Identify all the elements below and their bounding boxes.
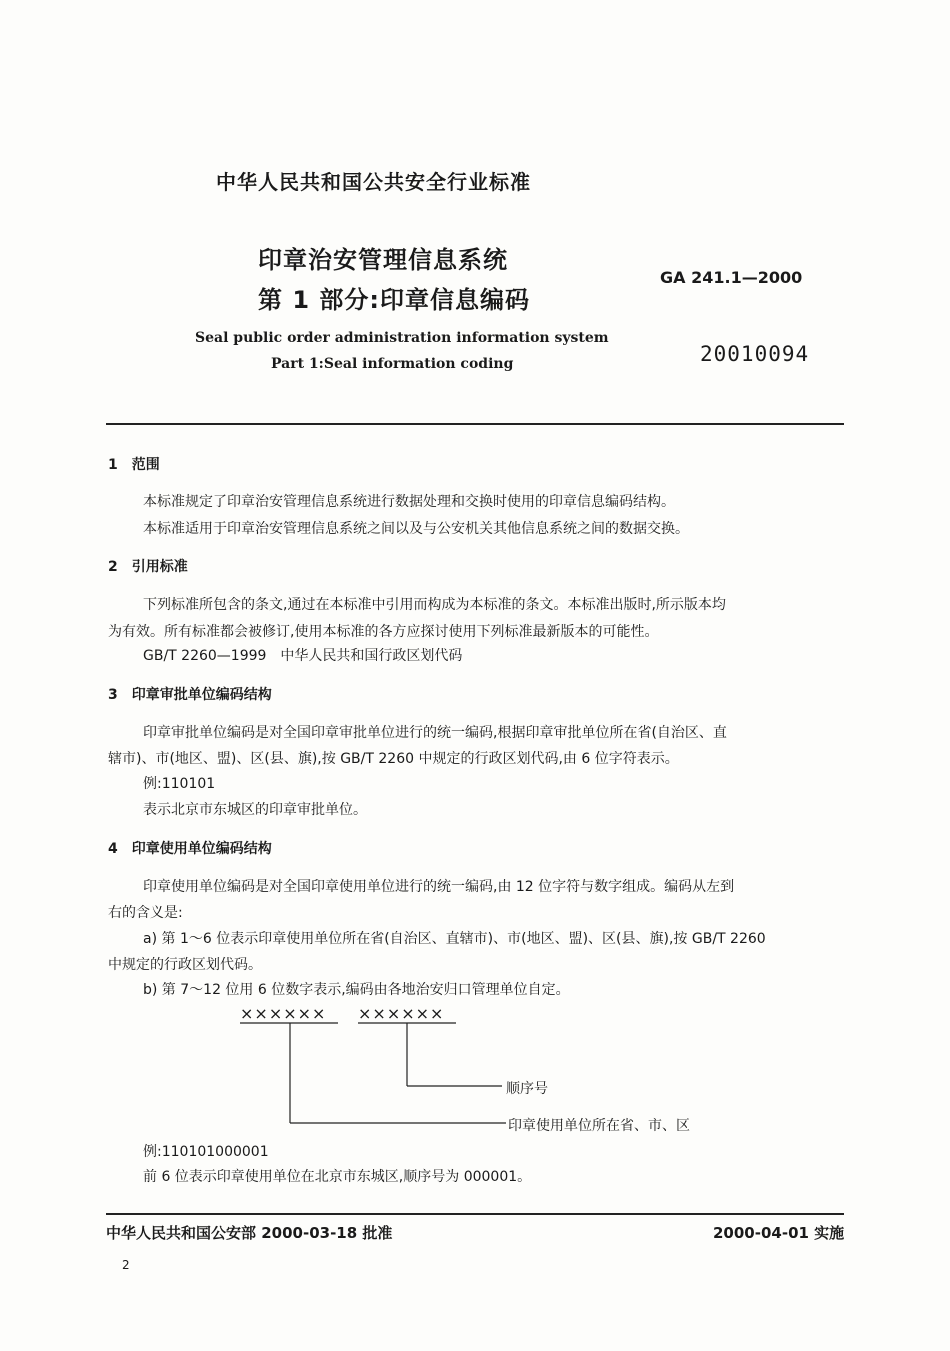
implementation-date: 2000-04-01 实施: [713, 1224, 845, 1242]
section-2-reference: GB/T 2260—1999 中华人民共和国行政区划代码: [143, 648, 463, 664]
section-1-para-2: 本标准适用于印章治安管理信息系统之间以及与公安机关其他信息系统之间的数据交换。: [143, 521, 689, 537]
section-4-para-line-1: 印章使用单位编码是对全国印章使用单位进行的统一编码,由 12 位字符与数字组成。编码从左到: [143, 879, 735, 895]
english-title-line-1: Seal public order administration information system: [195, 330, 609, 346]
label-sequence-number: 顺序号: [506, 1081, 548, 1097]
bottom-rule: [106, 1213, 844, 1215]
code-structure-diagram: [240, 1004, 710, 1134]
section-1-heading: 1 范围: [108, 457, 160, 473]
section-3-para-line-2: 辖市)、市(地区、盟)、区(县、旗),按 GB/T 2260 中规定的行政区划代码,由 6 位字符表示。: [108, 751, 679, 767]
section-2-para-line-1: 下列标准所包含的条文,通过在本标准中引用而构成为本标准的条文。本标准出版时,所示版本均: [143, 597, 726, 613]
section-4-item-b: b) 第 7～12 位用 6 位数字表示,编码由各地治安归口管理单位自定。: [143, 982, 570, 998]
code-group-1: ××××××: [240, 1004, 327, 1023]
section-3-example-desc: 表示北京市东城区的印章审批单位。: [143, 802, 367, 818]
stamp-number: 20010094: [700, 342, 810, 366]
english-title-line-2: Part 1:Seal information coding: [271, 356, 514, 372]
section-4-item-a-line-1: a) 第 1～6 位表示印章使用单位所在省(自治区、直辖市)、市(地区、盟)、区(县、旗),按 GB/T 2260: [143, 931, 766, 947]
section-2-heading: 2 引用标准: [108, 559, 188, 575]
section-4-heading: 4 印章使用单位编码结构: [108, 841, 272, 857]
title-line-2: 第 1 部分:印章信息编码: [258, 286, 531, 314]
section-4-example: 例:110101000001: [143, 1144, 269, 1160]
standard-number: GA 241.1—2000: [660, 268, 803, 287]
section-4-example-desc: 前 6 位表示印章使用单位在北京市东城区,顺序号为 000001。: [143, 1169, 532, 1185]
section-3-heading: 3 印章审批单位编码结构: [108, 687, 272, 703]
title-line-1: 印章治安管理信息系统: [258, 246, 508, 274]
section-4-item-a-line-2: 中规定的行政区划代码。: [108, 957, 262, 973]
section-2-para-line-2: 为有效。所有标准都会被修订,使用本标准的各方应探讨使用下列标准最新版本的可能性。: [108, 624, 659, 640]
section-1-para-1: 本标准规定了印章治安管理信息系统进行数据处理和交换时使用的印章信息编码结构。: [143, 494, 675, 510]
code-group-2: ××××××: [358, 1004, 445, 1023]
section-3-example: 例:110101: [143, 776, 216, 792]
approval-line: 中华人民共和国公安部 2000-03-18 批准: [106, 1224, 393, 1242]
section-4-para-line-2: 右的含义是:: [108, 905, 183, 921]
label-region: 印章使用单位所在省、市、区: [508, 1118, 690, 1134]
page-number: 2: [122, 1258, 130, 1272]
section-3-para-line-1: 印章审批单位编码是对全国印章审批单位进行的统一编码,根据印章审批单位所在省(自治区、直: [143, 725, 727, 741]
top-rule: [106, 423, 844, 425]
standard-type: 中华人民共和国公共安全行业标准: [216, 170, 531, 194]
